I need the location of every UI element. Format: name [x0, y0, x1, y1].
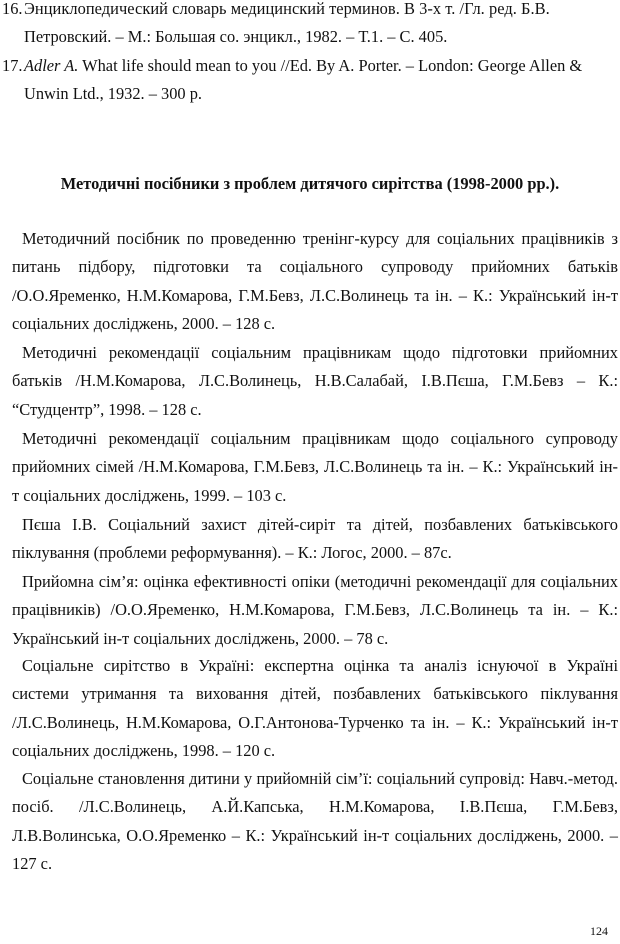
reference-line-text: /Л.С.Волинець, Н.М.Комарова, О.Г.Антонова-Турченко та ін. – К.: Український ін-т: [12, 712, 618, 732]
reference-line-text: Соціальне сирітство в Україні: експертна оцінка та аналіз існуючої в Україні: [22, 656, 618, 675]
reference-line-text: Л.В.Волинська, О.О.Яременко – К.: Український ін-т соціальних досліджень, 2000. –: [12, 825, 618, 845]
reference-line: [12, 396, 618, 424]
section-heading: Методичні посібники з проблем дитячого сирітства (1998-2000 рр.).: [60, 174, 560, 193]
reference-line: [12, 596, 618, 624]
reference-line: [22, 765, 618, 793]
reference-line-text: піклування (проблеми реформування). – К.: Логос, 2000. – 87с.: [12, 543, 452, 563]
reference-line-text: працівників) /О.О.Яременко, Н.М.Комарова, Г.М.Бевз, Л.С.Волинець та ін. – К.:: [12, 600, 618, 620]
reference-line: [12, 253, 618, 281]
reference-line: Энциклопедический словарь медицинский терминов. В 3-х т. /Гл. ред. Б.В.: [24, 0, 550, 18]
reference-line: Unwin Ltd., 1932. – 300 p.: [24, 84, 203, 103]
reference-line-text: Методичні рекомендації соціальним працівникам щодо підготовки прийомних: [22, 343, 618, 362]
reference-line-text: Пєша І.В. Соціальний захист дітей-сиріт та дітей, позбавлених батьківського: [22, 515, 618, 534]
reference-line: [12, 625, 618, 653]
reference-line: [22, 652, 618, 680]
reference-line: [12, 793, 618, 821]
reference-line-text: “Студцентр”, 1998. – 128 с.: [12, 399, 202, 419]
reference-line-text: системи утримання та виховання дітей, позбавлених батьківського піклування: [12, 684, 618, 704]
reference-line-text: Прийомна сім’я: оцінка ефективності опіки (методичні рекомендації для соціальних: [22, 572, 618, 591]
reference-line: [22, 339, 618, 367]
reference-line: [12, 453, 618, 481]
page-number: 124: [590, 924, 608, 938]
reference-line-rest: What life should mean to you //Ed. By A. Porter. – London: George Allen &: [78, 56, 583, 75]
reference-line-text: /О.О.Яременко, Н.М.Комарова, Г.М.Бевз, Л.С.Волинець та ін. – К.: Український ін-т: [12, 285, 618, 305]
reference-text: [24, 0, 616, 51]
reference-line: [12, 367, 618, 395]
reference-line: Петровский. – М.: Большая со. энцикл., 1982. – Т.1. – С. 405.: [24, 27, 448, 46]
reference-line: [12, 282, 618, 310]
reference-line: [12, 680, 618, 708]
reference-line-text: батьків /Н.М.Комарова, Л.С.Волинець, Н.В.Салабай, І.В.Пєша, Г.М.Бевз – К.:: [12, 371, 618, 391]
reference-line: [12, 850, 618, 878]
reference-text: [24, 52, 616, 108]
reference-line-text: Методичні рекомендації соціальним працівникам щодо соціального супроводу: [22, 429, 618, 448]
reference-line-text: т соціальних досліджень, 1999. – 103 с.: [12, 485, 287, 505]
reference-number: 16.: [2, 0, 23, 18]
reference-line: [12, 482, 618, 510]
reference-line-text: посіб. /Л.С.Волинець, А.Й.Капська, Н.М.Комарова, І.В.Пєша, Г.М.Бевз,: [12, 797, 618, 817]
reference-line-text: Соціальне становлення дитини у прийомній сім’ї: соціальний супровід: Навч.-метод.: [22, 769, 618, 788]
reference-line-text: 127 с.: [12, 854, 53, 874]
reference-line-text: соціальних досліджень, 2000. – 128 с.: [12, 314, 276, 334]
reference-author: Adler A.: [24, 56, 79, 75]
reference-line: [12, 822, 618, 850]
reference-line: [12, 709, 618, 737]
reference-line: [12, 737, 618, 765]
reference-line-text: соціальних досліджень, 1998. – 120 с.: [12, 741, 276, 761]
reference-line-text: Методичний посібник по проведенню тренінг-курсу для соціальних працівників з: [22, 229, 618, 248]
reference-line: [22, 511, 618, 539]
reference-line: [22, 425, 618, 453]
reference-number: 17.: [2, 56, 23, 75]
reference-line-text: питань підбору, підготовки та соціального супроводу прийомних батьків: [12, 257, 618, 277]
reference-line: [22, 568, 618, 596]
reference-line-text: прийомних сімей /Н.М.Комарова, Г.М.Бевз, Л.С.Волинець та ін. – К.: Український ін-: [12, 457, 618, 477]
reference-line: [12, 310, 618, 338]
reference-line: [12, 539, 618, 567]
reference-line: [22, 225, 618, 253]
reference-line: [24, 52, 616, 80]
reference-line-text: Український ін-т соціальних досліджень, 2000. – 78 с.: [12, 628, 389, 648]
